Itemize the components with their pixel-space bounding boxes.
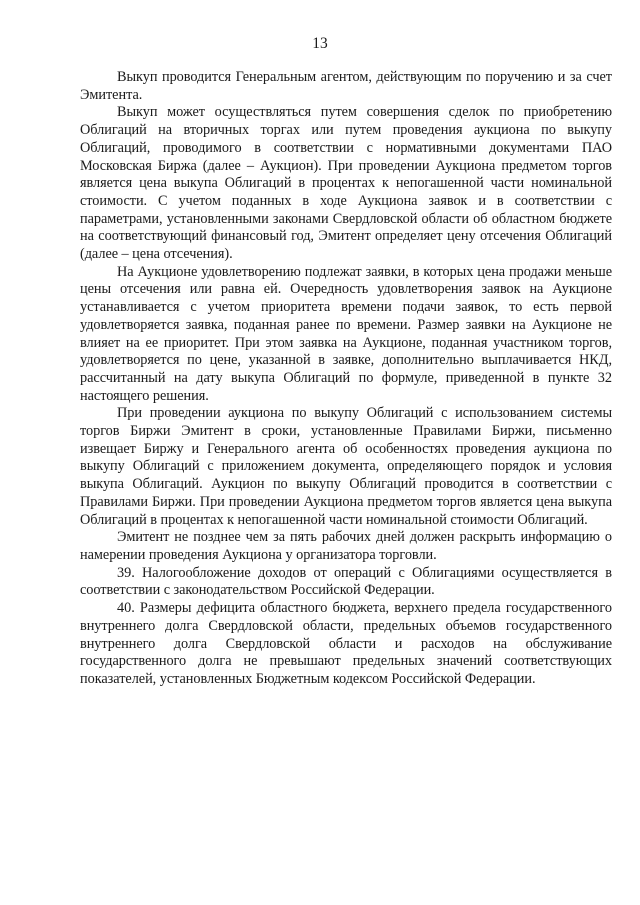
page-number: 13: [312, 35, 328, 52]
paragraph-item-39-taxation: 39. Налогообложение доходов от операций с Облигациями осуществляется в соответствии с законодательством Российской Федерации.: [80, 564, 612, 599]
document-body: [80, 69, 612, 689]
paragraph-buyback-methods: Выкуп может осуществляться путем совершения сделок по приобретению Облигаций на вторичных торгах или путем проведения аукциона по выкупу Облигаций, проводимого в соответствии с нормативными документами ПАО Московская Биржа (далее – Аукцион). При проведении Аукциона предметом торгов является цена выкупа Облигаций в процентах к непогашенной части номинальной стоимости. С учетом поданных в ходе Аукциона заявок и в соответствии с параметрами, установленными законами Свердловской области об областном бюджете на соответствующий финансовый год, Эмитент определяет цену отсечения Облигаций (далее – цена отсечения).: [80, 104, 612, 263]
paragraph-buyback-agent: Выкуп проводится Генеральным агентом, действующим по поручению и за счет Эмитента.: [80, 69, 612, 103]
paragraph-auction-procedure: При проведении аукциона по выкупу Облигаций с использованием системы торгов Биржи Эмитент в сроки, установленные Правилами Биржи, письменно извещает Биржу и Генерального агента об особенностях проведения аукциона по выкупу Облигаций с приложением документа, определяющего порядок и условия выкупа Облигаций. Аукцион по выкупу Облигаций проводится в соответствии с Правилами Биржи. При проведении Аукциона предметом торгов является цена выкупа Облигаций в процентах к непогашенной части номинальной стоимости Облигаций.: [80, 405, 612, 528]
paragraph-auction-orders: На Аукционе удовлетворению подлежат заявки, в которых цена продажи меньше цены отсечения или равна ей. Очередность удовлетворения заявок на Аукционе устанавливается с учетом приоритета времени подачи заявок, то есть первой удовлетворяется заявка, поданная ранее по времени. Размер заявки на Аукционе не влияет на ее приоритет. При этом заявка на Аукционе, поданная участником торгов, удовлетворяется по цене, указанной в заявке, дополнительно выплачивается НКД, рассчитанный на дату выкупа Облигаций по формуле, приведенной в пункте 32 настоящего решения.: [80, 263, 612, 404]
paragraph-item-40-budget-limits: 40. Размеры дефицита областного бюджета, верхнего предела государственного внутреннего долга Свердловской области, предельных объемов государственного внутреннего долга Свердловской области и расходов на обслуживание государственного долга не превышают предельных значений соответствующих показателей, установленных Бюджетным кодексом Российской Федерации.: [80, 600, 612, 687]
paragraph-disclosure: Эмитент не позднее чем за пять рабочих дней должен раскрыть информацию о намерении проведения Аукциона у организатора торговли.: [80, 529, 612, 563]
